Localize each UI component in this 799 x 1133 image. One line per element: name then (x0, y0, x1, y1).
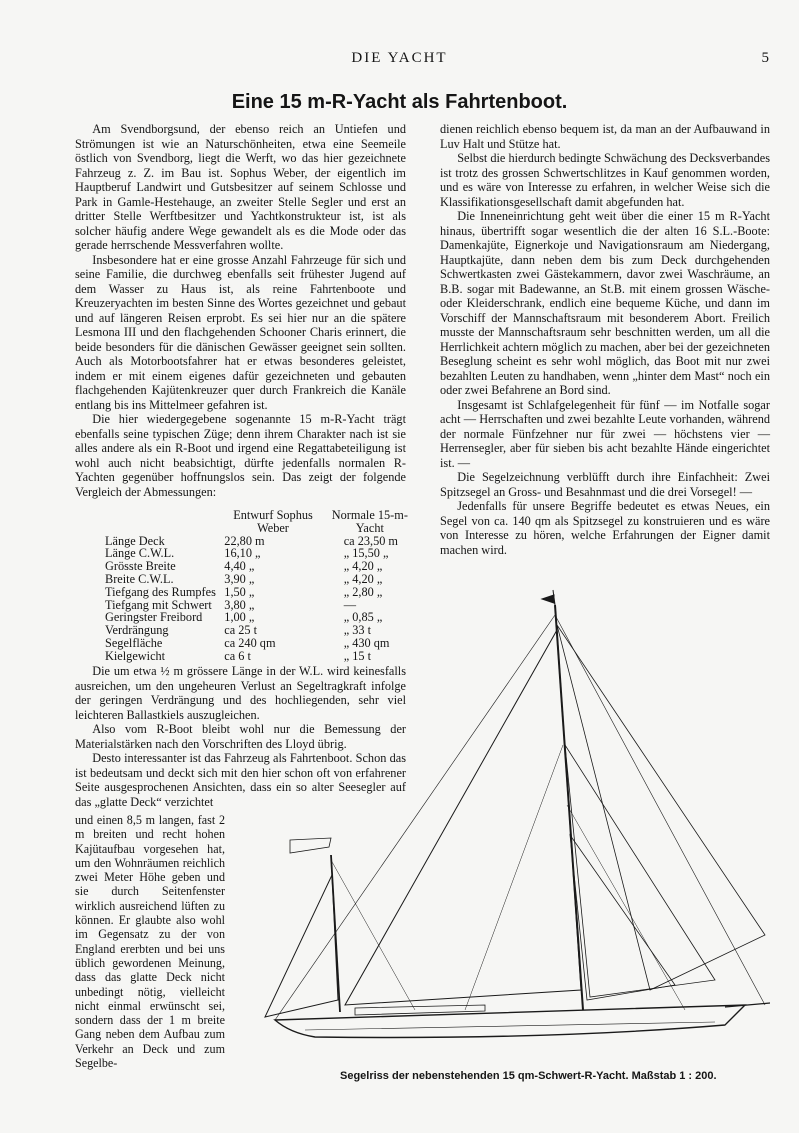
jib (565, 745, 715, 997)
weber-value: ca 6 t (224, 648, 251, 663)
staysail (570, 835, 675, 1000)
paragraph: Desto interessanter ist das Fahrzeug als Fahrtenboot. Schon das ist bedeutsam und deckt sich mit den hier schon oft von erfahrener Seite ausgesprochenen Ansichten, dass ein so alter Seesegler auf das „glatte Deck“ verzichtet (75, 751, 406, 809)
figure-caption: Segelriss der nebenstehenden 15 qm-Schwert-R-Yacht. Maßstab 1 : 200. (340, 1070, 717, 1082)
page-number: 5 (761, 50, 769, 66)
paragraph: und einen 8,5 m langen, fast 2 m breiten und recht hohen Kajütaufbau vorgesehen hat, um den Wohnräumen reichlich zwei Meter Höhe geben und sie durch Seitenfenster wirklich ausreichend lüften zu können. Er glaubte also wohl im Gegensatz zu der von England ererbten und bei uns üblich gewordenen Meinung, dass das glatte Deck nicht unbedingt nötig, vielleicht nicht einmal erwünscht sei, sondern dass der 1 m breite Gang neben dem Aufbau zum Verkehr an Deck und zum Segelbe- (75, 813, 225, 1071)
forestay (555, 615, 765, 1005)
paragraph: Die hier wiedergegebene sogenannte 15 m-R-Yacht trägt ebenfalls seine typischen Züge; denn ihrem Charakter nach ist sie alles andere als ein R-Boot und irgend eine Regattabeteiligung ist wohl auch nicht beabsichtigt, dürfte jedenfalls normalen R-Yachten gegenüber hoffnungslos sein. Das zeigt der folgende Vergleich der Abmessungen: (75, 412, 406, 499)
row-label: Länge Deck (105, 533, 165, 548)
normal-value: „ 2,80 „ (343, 584, 383, 599)
sail-plan-drawing (245, 585, 775, 1075)
row-label: Breite C.W.L. (105, 571, 174, 586)
table-header: Entwurf Sophus Weber (233, 508, 313, 535)
jib-topsail (557, 625, 765, 990)
row-label: Grösste Breite (105, 559, 176, 574)
paragraph: Jedenfalls für unsere Begriffe bedeutet es etwas Neues, ein Segel von ca. 140 qm als Spitzsegel zu konstruieren und es wäre von Interesse zu hören, welche Erfahrungen der Eigner damit machen wird. (440, 499, 770, 557)
normal-value: „ 4,20 „ (343, 559, 383, 574)
row-label: Länge C.W.L. (105, 546, 175, 561)
weber-value: ca 240 qm (224, 635, 276, 650)
weber-value: 3,80 „ (224, 597, 255, 612)
paragraph: Am Svendborgsund, der ebenso reich an Untiefen und Strömungen ist wie an Naturschönheiten, etwa eine Seemeile östlich von Svendborg, liegt die Werft, wo das hier gezeichnete Fahrzeug z. Z. im Bau ist. Sophus Weber, der eigentlich im Hauptberuf Landwirt und Gutsbesitzer auf seinem Schlosse und Park in Gamle-Hestehauge, an zweiter Stelle Segler und erst an dritter Stelle Werftbesitzer und Yachtkonstrukteur ist, ist als solcher häufig andere Wege gewandelt als es die Mode oder das gerade herrschende Messverfahren wollte. (75, 122, 406, 252)
paragraph: Die Inneneinrichtung geht weit über die einer 15 m R-Yacht hinaus, übertrifft sogar wesentlich die der alten 16 S.L.-Boote: Damenkajüte, Eignerkoje und Navigationsraum am Niedergang, Hauptkajüte, dann neben dem bis zum Deck durchgehenden Schwertkasten zwei Gästekammern, davor zwei Waschräume, an B.B. sogar mit Badewanne, an St.B. mit einem grossen Wäsche- oder Kleiderschrank, endlich eine bequeme Küche, und dann im Vorschiff der Mannschaftsraum mit besonderem Abort. Freilich musste der Mannschaftsraum sehr beschnitten werden, um all die Herrlichkeit achtern möglich zu machen, aber bei der gezeichneten Beseglung scheint es sehr wohl möglich, das Boot mit nur zwei bezahlten Leuten zu handhaben, wenn „hinter dem Mast“ noch ein oder zwei Befahrene an Bord sind. (440, 209, 770, 397)
weber-value: 22,80 m (224, 533, 265, 548)
normal-value: „ 33 t (343, 623, 372, 638)
normal-value: „ 0,85 „ (343, 610, 383, 625)
article-title: Eine 15 m-R-Yacht als Fahrtenboot. (231, 91, 568, 113)
paragraph: Selbst die hierdurch bedingte Schwächung des Decksverbandes ist trotz des grossen Schwertschlitzes in Kauf genommen worden, und es wäre von Interesse zu erfahren, in welcher Weise sich die Klassifikationsgesellschaft damit abgefunden hat. (440, 151, 771, 209)
row-label: Verdrängung (105, 623, 169, 638)
weber-value: 4,40 „ (224, 559, 255, 574)
main-pennant (542, 595, 554, 603)
journal-title: DIE YACHT (351, 50, 448, 66)
row-label: Tiefgang des Rumpfes (105, 584, 216, 599)
weber-value: 3,90 „ (224, 571, 255, 586)
paragraph: Insgesamt ist Schlafgelegenheit für fünf — im Notfalle sogar acht — Herrschaften und zwei bezahlte Leute vorhanden, während der normale Fünfzehner nur für zwei — höchstens vier — Herrensegler, aber für sieben bis acht bezahlte Hände eingerichtet ist. — (440, 397, 770, 470)
normal-value: „ 430 qm (343, 635, 390, 650)
weber-value: 1,50 „ (224, 584, 255, 599)
mizzen-sail (265, 875, 338, 1017)
narrow-column (75, 813, 225, 1070)
mizzen-stay (331, 860, 415, 1010)
row-label: Tiefgang mit Schwert (105, 597, 212, 612)
table-header-row (105, 509, 410, 535)
paragraph: dienen reichlich ebenso bequem ist, da man an der Aufbauwand in Luv Halt und Stütze hat. (440, 122, 770, 151)
normal-value: „ 15,50 „ (343, 546, 389, 561)
running-head (0, 50, 799, 68)
table-header (105, 509, 216, 535)
hull (275, 1005, 745, 1038)
shroud (465, 745, 563, 1010)
normal-value: — (343, 597, 356, 612)
waterline (305, 1022, 715, 1030)
weber-value: 16,10 „ (224, 546, 261, 561)
right-column (440, 122, 770, 557)
paragraph: Die um etwa ½ m grössere Länge in der W.L. wird keinesfalls ausreichen, um den ungeheuren Verlust an Segeltragkraft infolge der geringen Verdrängung und des hochliegenden, sehr viel leichteren Ballastkiels auszugleichen. (75, 664, 406, 722)
normal-value: „ 15 t (343, 648, 372, 663)
table-header: Normale 15-m-Yacht (331, 508, 408, 535)
row-label: Geringster Freibord (105, 610, 203, 625)
row-label: Kielgewicht (105, 648, 166, 663)
mainsail (345, 630, 581, 1005)
table-row (105, 573, 410, 586)
paragraph: Insbesondere hat er eine grosse Anzahl Fahrzeuge für sich und seine Familie, die durchweg ebenfalls seit frühester Jugend auf dem Wasser zu Haus ist, als reine Fahrtenboote und Kreuzeryachten im besten Sinne des Wortes gezeichnet und gebaut und auf längeren Reisen erprobt. Es sei hier nur an die spätere Lesmona III und den flachgehenden Schooner Charis erinnert, die beide besonders für die dänischen Gewässer geeignet sein sollten. Auch als Motorbootsfahrer hat er etwas besonderes geleistet, indem er mit einem eigenes dafür gezeichneten und gebauten flachgehenden Kajütenkreuzer quer durch Frankreich die Kanäle entlang bis ins Mittelmeer gefahren ist. (75, 252, 406, 412)
backstay (275, 615, 555, 1020)
mizzen-flag (290, 838, 331, 853)
weber-value: 1,00 „ (224, 610, 255, 625)
weber-value: ca 25 t (224, 623, 258, 638)
normal-value: ca 23,50 m (343, 533, 399, 548)
normal-value: „ 4,20 „ (343, 571, 383, 586)
paragraph: Also vom R-Boot bleibt wohl nur die Bemessung der Materialstärken nach den Vorschriften des Lloyd übrig. (75, 722, 406, 751)
row-label: Segelfläche (105, 635, 163, 650)
paragraph: Die Segelzeichnung verblüfft durch ihre Einfachheit: Zwei Spitzsegel an Gross- und Besahnmast und die drei Vorsegel! — (440, 470, 770, 499)
